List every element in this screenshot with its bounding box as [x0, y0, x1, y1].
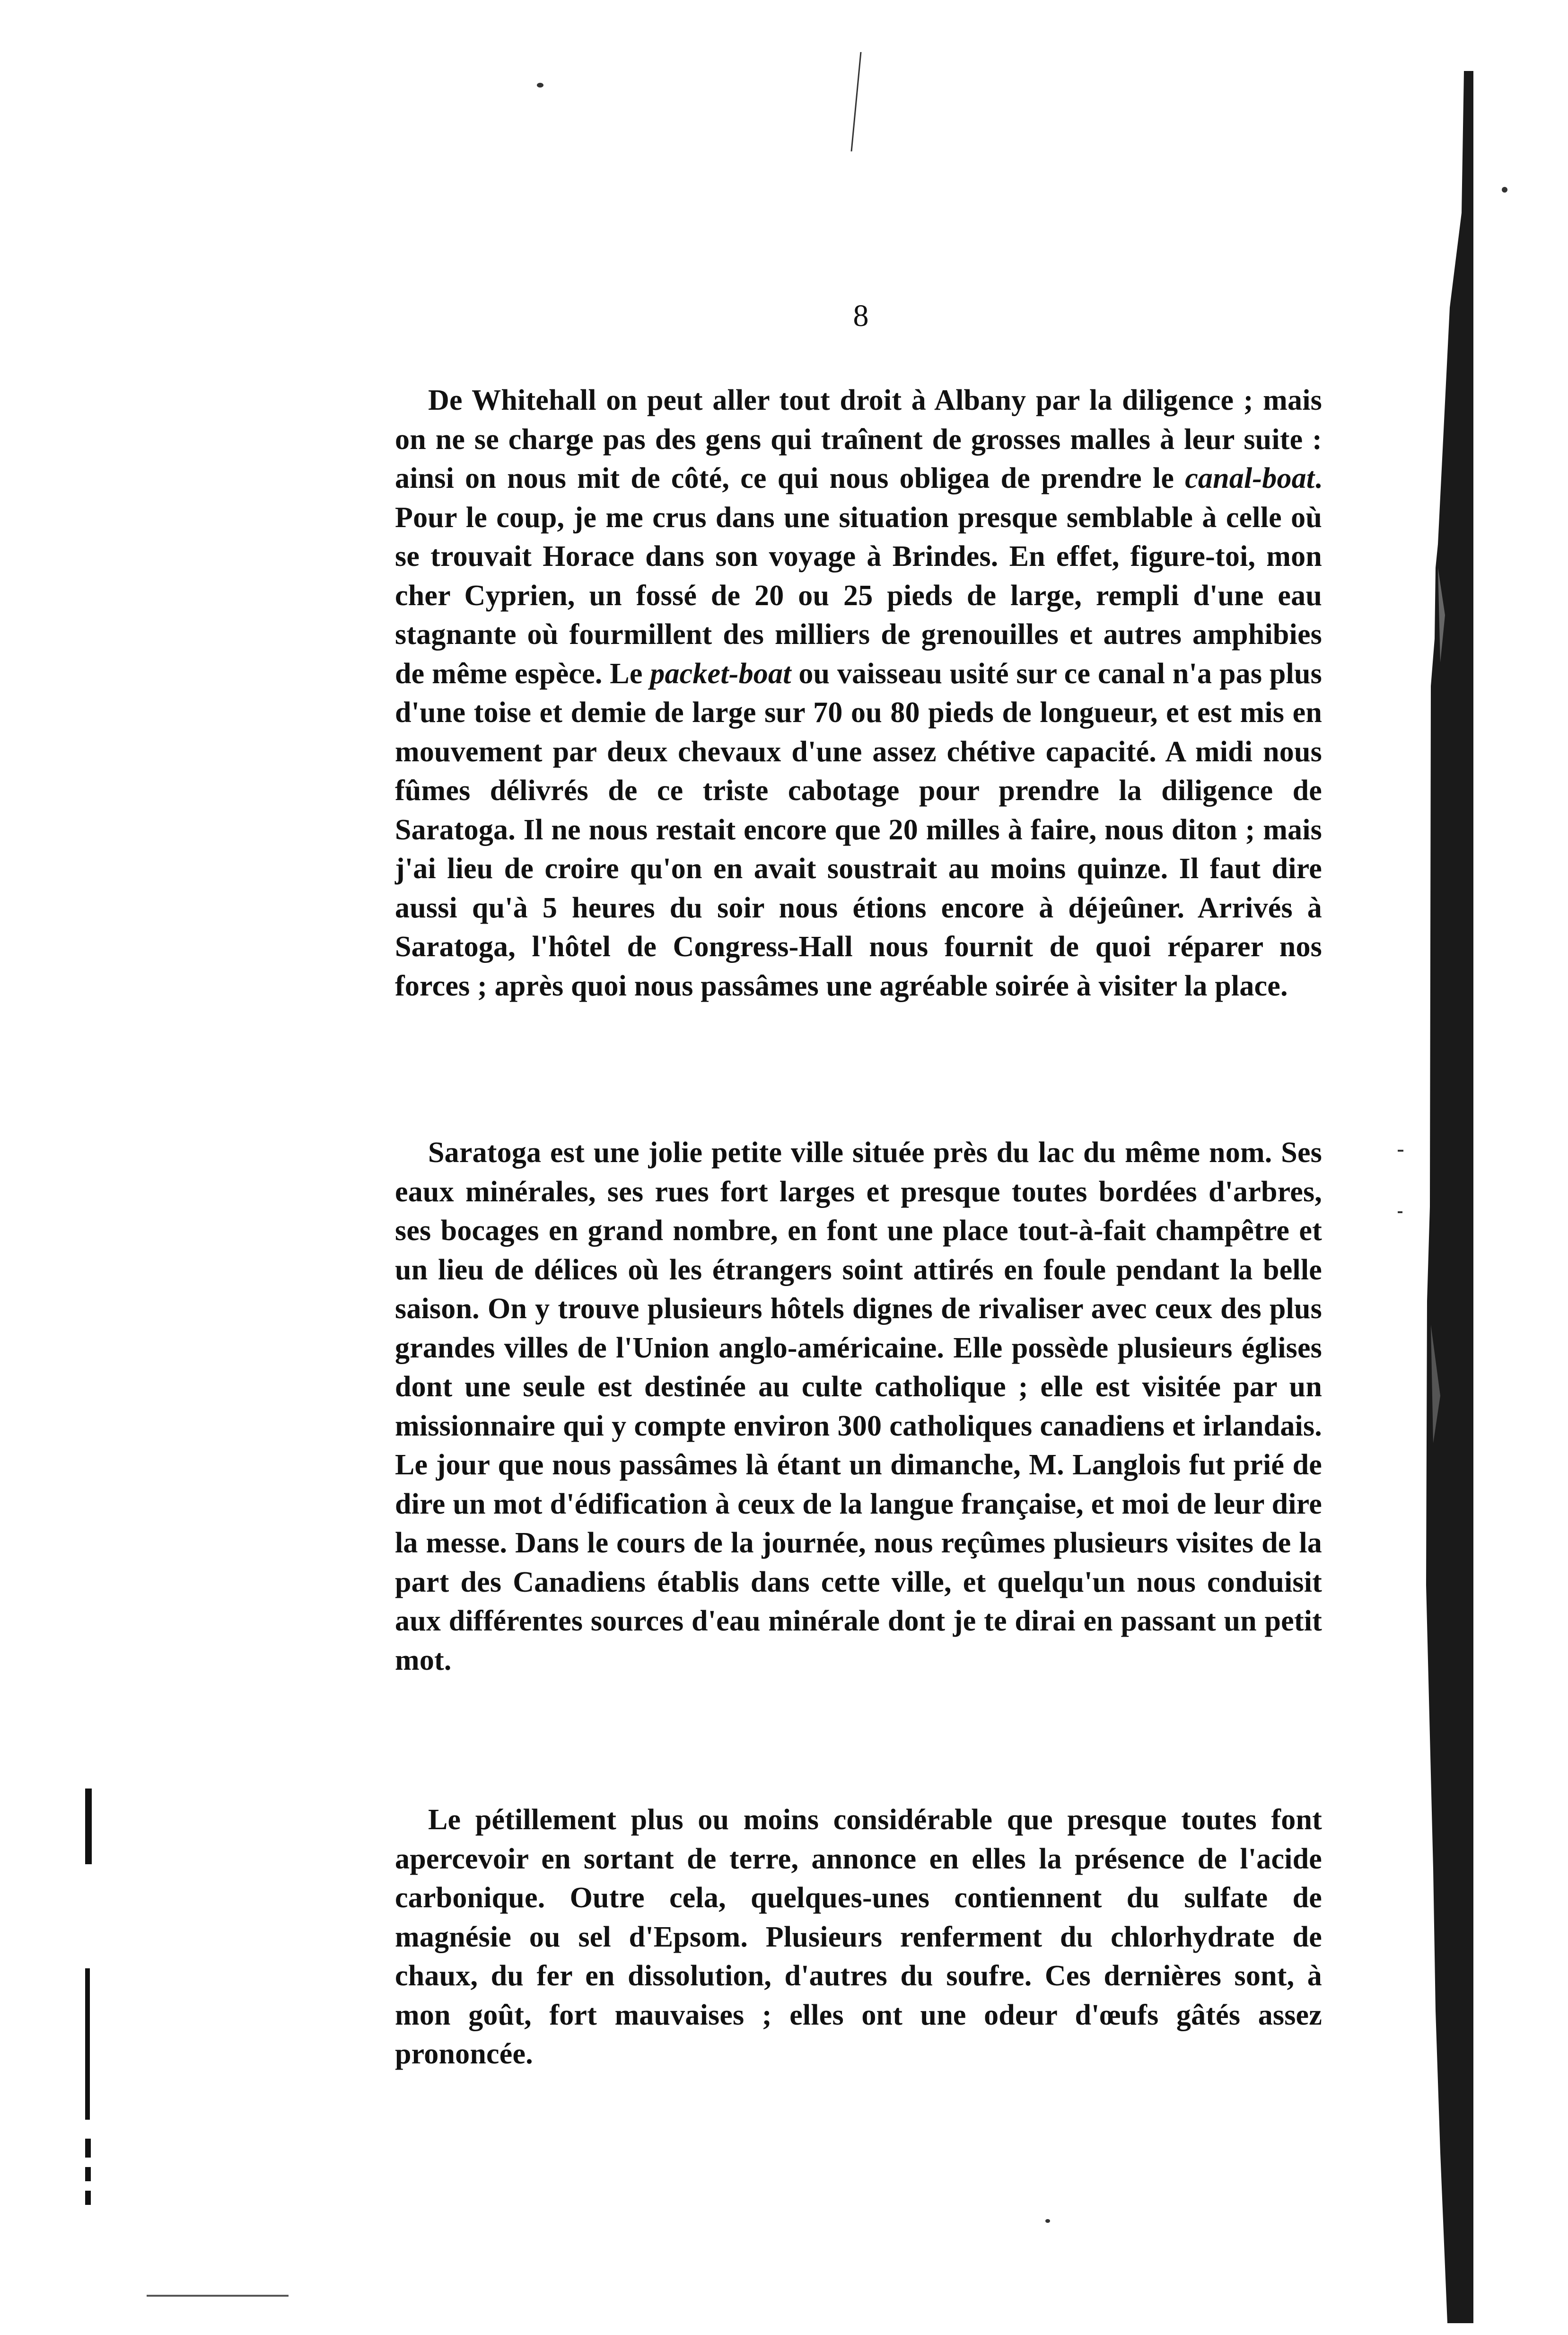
scan-bottom-rule — [147, 2295, 289, 2297]
scan-edge-left — [80, 1789, 109, 2262]
scan-speck — [1398, 1150, 1403, 1152]
text-run: Saratoga est une jolie petite ville située près du lac du même nom. Ses eaux minérales, ses rues fort larges et presque toutes bordées d'arbres, ses bocages en grand nombre, en font une place tout-à-fait champêtre et un lieu de délices où les étrangers soint attirés en foule pendant la belle saison. On y trouve plusieurs hôtels dignes de rivaliser avec ceux des plus grandes villes de l'Union anglo-américaine. Elle possède plusieurs églises dont une seule est destinée au culte catholique ; elle est visitée par un missionnaire qui y compte environ 300 catholiques canadiens et irlandais. Le jour que nous passâmes là étant un dimanche, M. Langlois fut prié de dire un mot d'édification à ceux de la langue française, et moi de leur dire la messe. Dans le cours de la journée, nous reçûmes plusieurs visites de la part des Canadiens établis dans cette ville, et quelqu'un nous conduisit aux différentes sources d'eau minérale dont je te dirai en passant un petit mot. — [395, 1137, 1322, 1676]
scan-edge-right — [1412, 71, 1473, 2323]
text-run: ou vaisseau usité sur ce canal n'a pas plus d'une toise et demie de large sur 70 ou 80 pieds de longueur, et est mis en mouvement par deux chevaux d'une assez chétive capacité. A midi nous fûmes délivrés de ce triste cabotage pour prendre la diligence de Saratoga. Il ne nous restait encore que 20 milles à faire, nous diton ; mais j'ai lieu de croire qu'on en avait soustrait au moins quinze. Il faut dire aussi qu'à 5 heures du soir nous étions encore à déjeûner. Arrivés à Saratoga, l'hôtel de Congress-Hall nous fournit de quoi réparer nos forces ; après quoi nous passâmes une agréable soirée à visiter la place. — [395, 657, 1322, 1002]
text-run: . Pour le coup, je me crus dans une situation presque semblable à celle où se trouvait Horace dans son voyage à Brindes. En effet, figure-toi, mon cher Cyprien, un fossé de 20 ou 25 pieds de large, rempli d'une eau stagnante où fourmillent des milliers de grenouilles et autres amphibies de même espèce. Le — [395, 462, 1322, 690]
scan-stroke — [847, 52, 866, 151]
italic-term: canal-boat — [1185, 462, 1315, 494]
paragraph — [395, 1800, 1322, 2074]
paragraph — [395, 381, 1322, 1005]
scan-speck — [1502, 187, 1507, 193]
scan-speck — [537, 83, 543, 88]
paragraph — [395, 1133, 1322, 1680]
scan-speck — [1045, 2219, 1050, 2223]
italic-term: packet-boat — [650, 657, 791, 690]
page-number: 8 — [853, 299, 869, 333]
text-run: De Whitehall on peut aller tout droit à Albany par la diligence ; mais on ne se charge pas des gens qui traînent de grosses malles à leur suite : ainsi on nous mit de côté, ce qui nous obligea de prendre le — [395, 384, 1322, 494]
scan-speck — [1398, 1211, 1402, 1213]
text-run: Le pétillement plus ou moins considérable que presque toutes font apercevoir en sortant de terre, annonce en elles la présence de l'acide carbonique. Outre cela, quelques-unes contiennent du sulfate de magnésie ou sel d'Epsom. Plusieurs renferment du chlorhydrate de chaux, du fer en dissolution, d'autres du soufre. Ces dernières sont, à mon goût, fort mauvaises ; elles ont une odeur d'œufs gâtés assez prononcée. — [395, 1804, 1322, 2070]
